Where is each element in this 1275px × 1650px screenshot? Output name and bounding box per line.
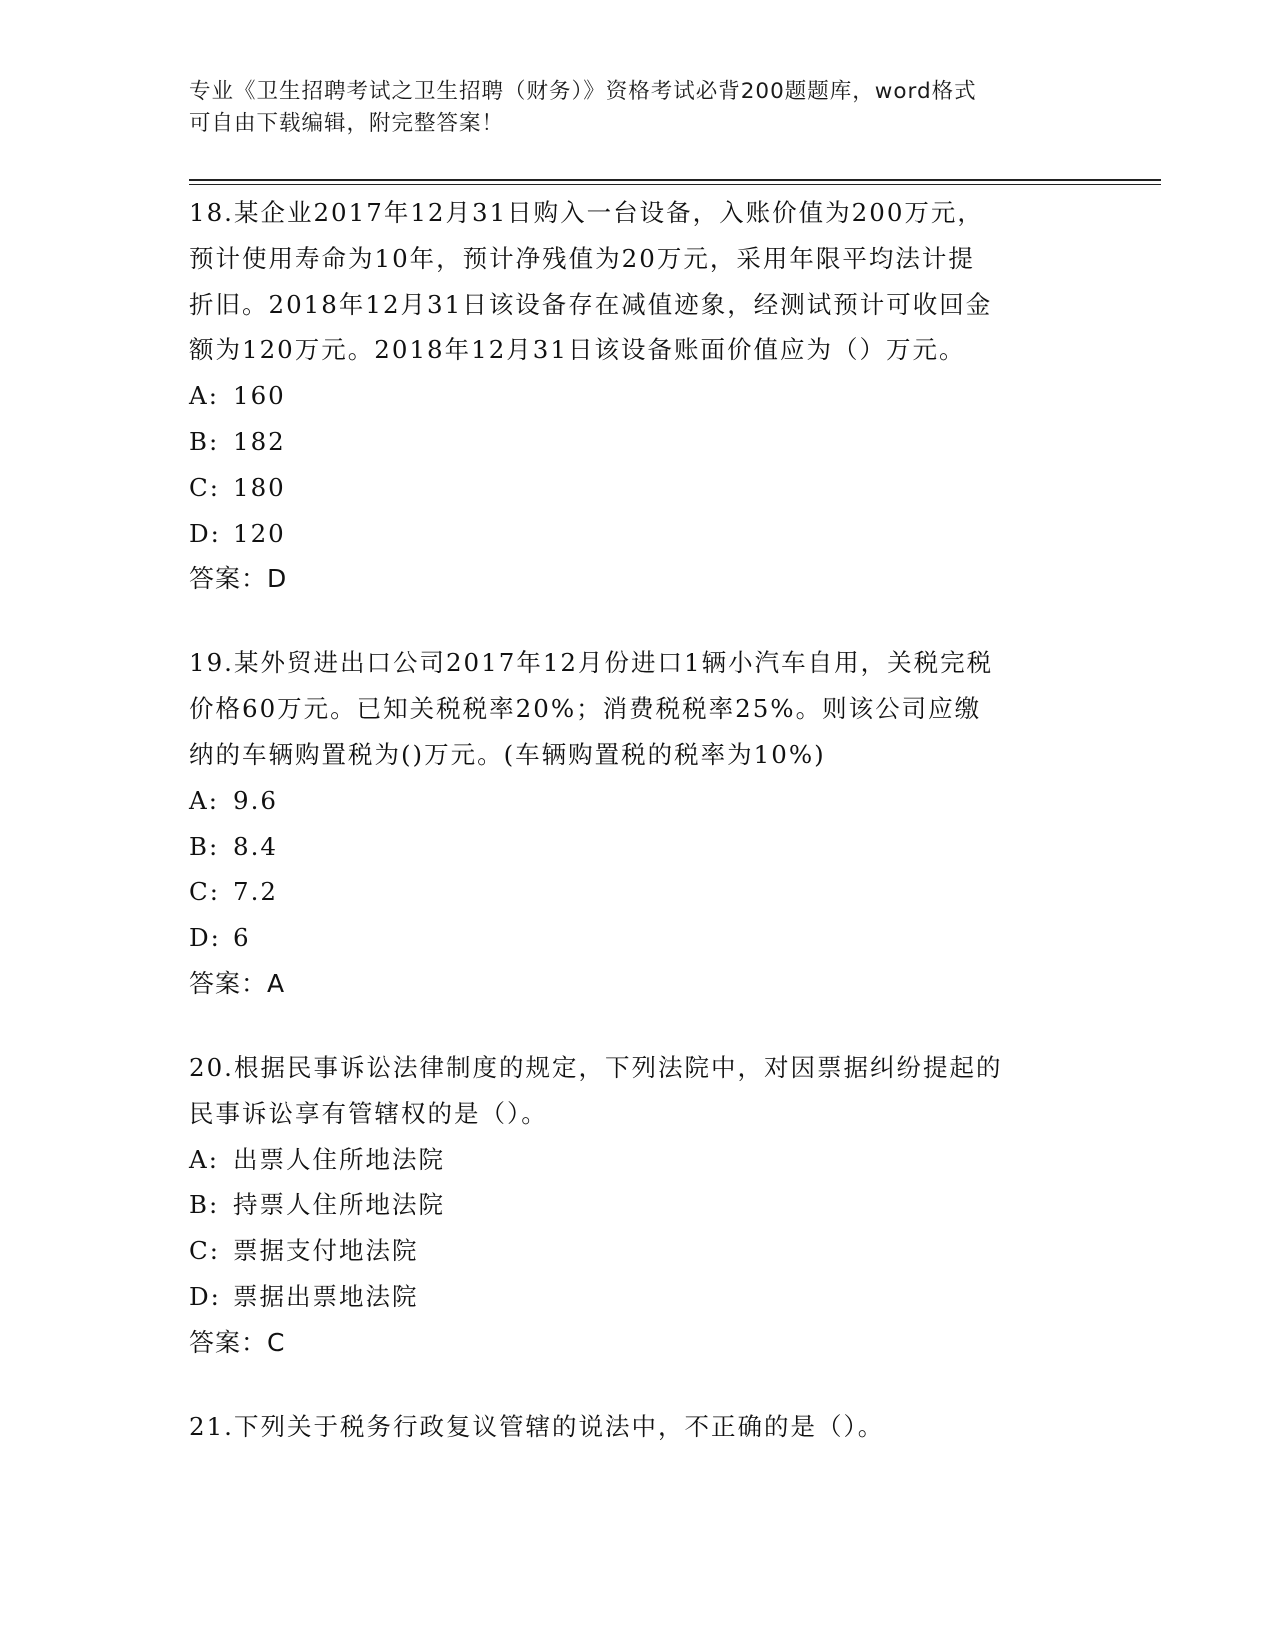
question-text-line: 纳的车辆购置税为()万元。(车辆购置税的税率为10%) xyxy=(189,739,826,769)
question-text-line: 18.某企业2017年12月31日购入一台设备，入账价值为200万元， xyxy=(189,198,984,227)
option-key: B: xyxy=(189,426,220,456)
question-block xyxy=(189,1404,1089,1450)
answer-option xyxy=(189,824,1089,870)
header-divider-thick xyxy=(189,179,1161,181)
answer-option xyxy=(189,1182,1089,1228)
question-block xyxy=(189,1045,1089,1366)
answer-option xyxy=(189,419,1089,465)
option-key: C: xyxy=(189,472,221,502)
question-text-line: 价格60万元。已知关税税率20%；消费税税率25%。则该公司应缴 xyxy=(189,694,982,724)
option-key: D: xyxy=(189,923,221,953)
header-line-1: 专业《卫生招聘考试之卫生招聘（财务）》资格考试必背200题题库，word格式 xyxy=(189,79,977,104)
option-text: 出票人住所地法院 xyxy=(233,1144,445,1174)
header-line-2: 可自由下载编辑，附完整答案！ xyxy=(189,111,505,136)
question-text-line: 19.某外贸进出口公司2017年12月份进口1辆小汽车自用，关税完税 xyxy=(189,648,994,678)
option-text: 182 xyxy=(233,426,286,456)
question-text-line: 21.下列关于税务行政复议管辖的说法中，不正确的是（）。 xyxy=(189,1411,885,1441)
header-divider-thin xyxy=(189,184,1161,185)
answer-option xyxy=(189,778,1089,824)
question-block xyxy=(189,640,1089,1007)
document-header xyxy=(189,76,1079,140)
option-text: 票据出票地法院 xyxy=(233,1281,419,1311)
answer-option xyxy=(189,869,1089,915)
option-text: 8.4 xyxy=(233,831,278,861)
question-text-line: 民事诉讼享有管辖权的是（）。 xyxy=(189,1098,548,1128)
question-text-line: 20.根据民事诉讼法律制度的规定，下列法院中，对因票据纠纷提起的 xyxy=(189,1052,1003,1082)
question-list xyxy=(189,190,1089,1488)
question-block xyxy=(189,190,1089,602)
option-key: D: xyxy=(189,518,221,548)
option-key: D: xyxy=(189,1281,221,1311)
question-text-line: 额为120万元。2018年12月31日该设备账面价值应为（）万元。 xyxy=(189,335,966,365)
question-text-line: 预计使用寿命为10年，预计净残值为20万元，采用年限平均法计提 xyxy=(189,243,975,273)
option-text: 6 xyxy=(233,923,251,953)
option-key: C: xyxy=(189,877,221,907)
option-key: B: xyxy=(189,831,220,861)
option-text: 180 xyxy=(233,472,286,502)
option-key: C: xyxy=(189,1236,221,1266)
option-text: 7.2 xyxy=(233,877,278,907)
answer-line: 答案：A xyxy=(189,968,286,998)
answer-line: 答案：D xyxy=(189,564,288,594)
option-key: B: xyxy=(189,1190,220,1220)
option-text: 持票人住所地法院 xyxy=(233,1190,445,1220)
option-key: A: xyxy=(189,785,219,815)
option-key: A: xyxy=(189,1144,219,1174)
answer-option xyxy=(189,511,1089,557)
answer-option xyxy=(189,915,1089,961)
option-text: 票据支付地法院 xyxy=(233,1236,419,1266)
answer-option xyxy=(189,465,1089,511)
question-text-line: 折旧。2018年12月31日该设备存在减值迹象，经测试预计可收回金 xyxy=(189,289,993,319)
answer-option xyxy=(189,1274,1089,1320)
answer-option xyxy=(189,373,1089,419)
option-key: A: xyxy=(189,381,219,411)
answer-option xyxy=(189,1228,1089,1274)
option-text: 120 xyxy=(233,518,286,548)
answer-option xyxy=(189,1137,1089,1183)
option-text: 160 xyxy=(233,381,286,411)
option-text: 9.6 xyxy=(233,785,278,815)
answer-line: 答案：C xyxy=(189,1327,286,1357)
